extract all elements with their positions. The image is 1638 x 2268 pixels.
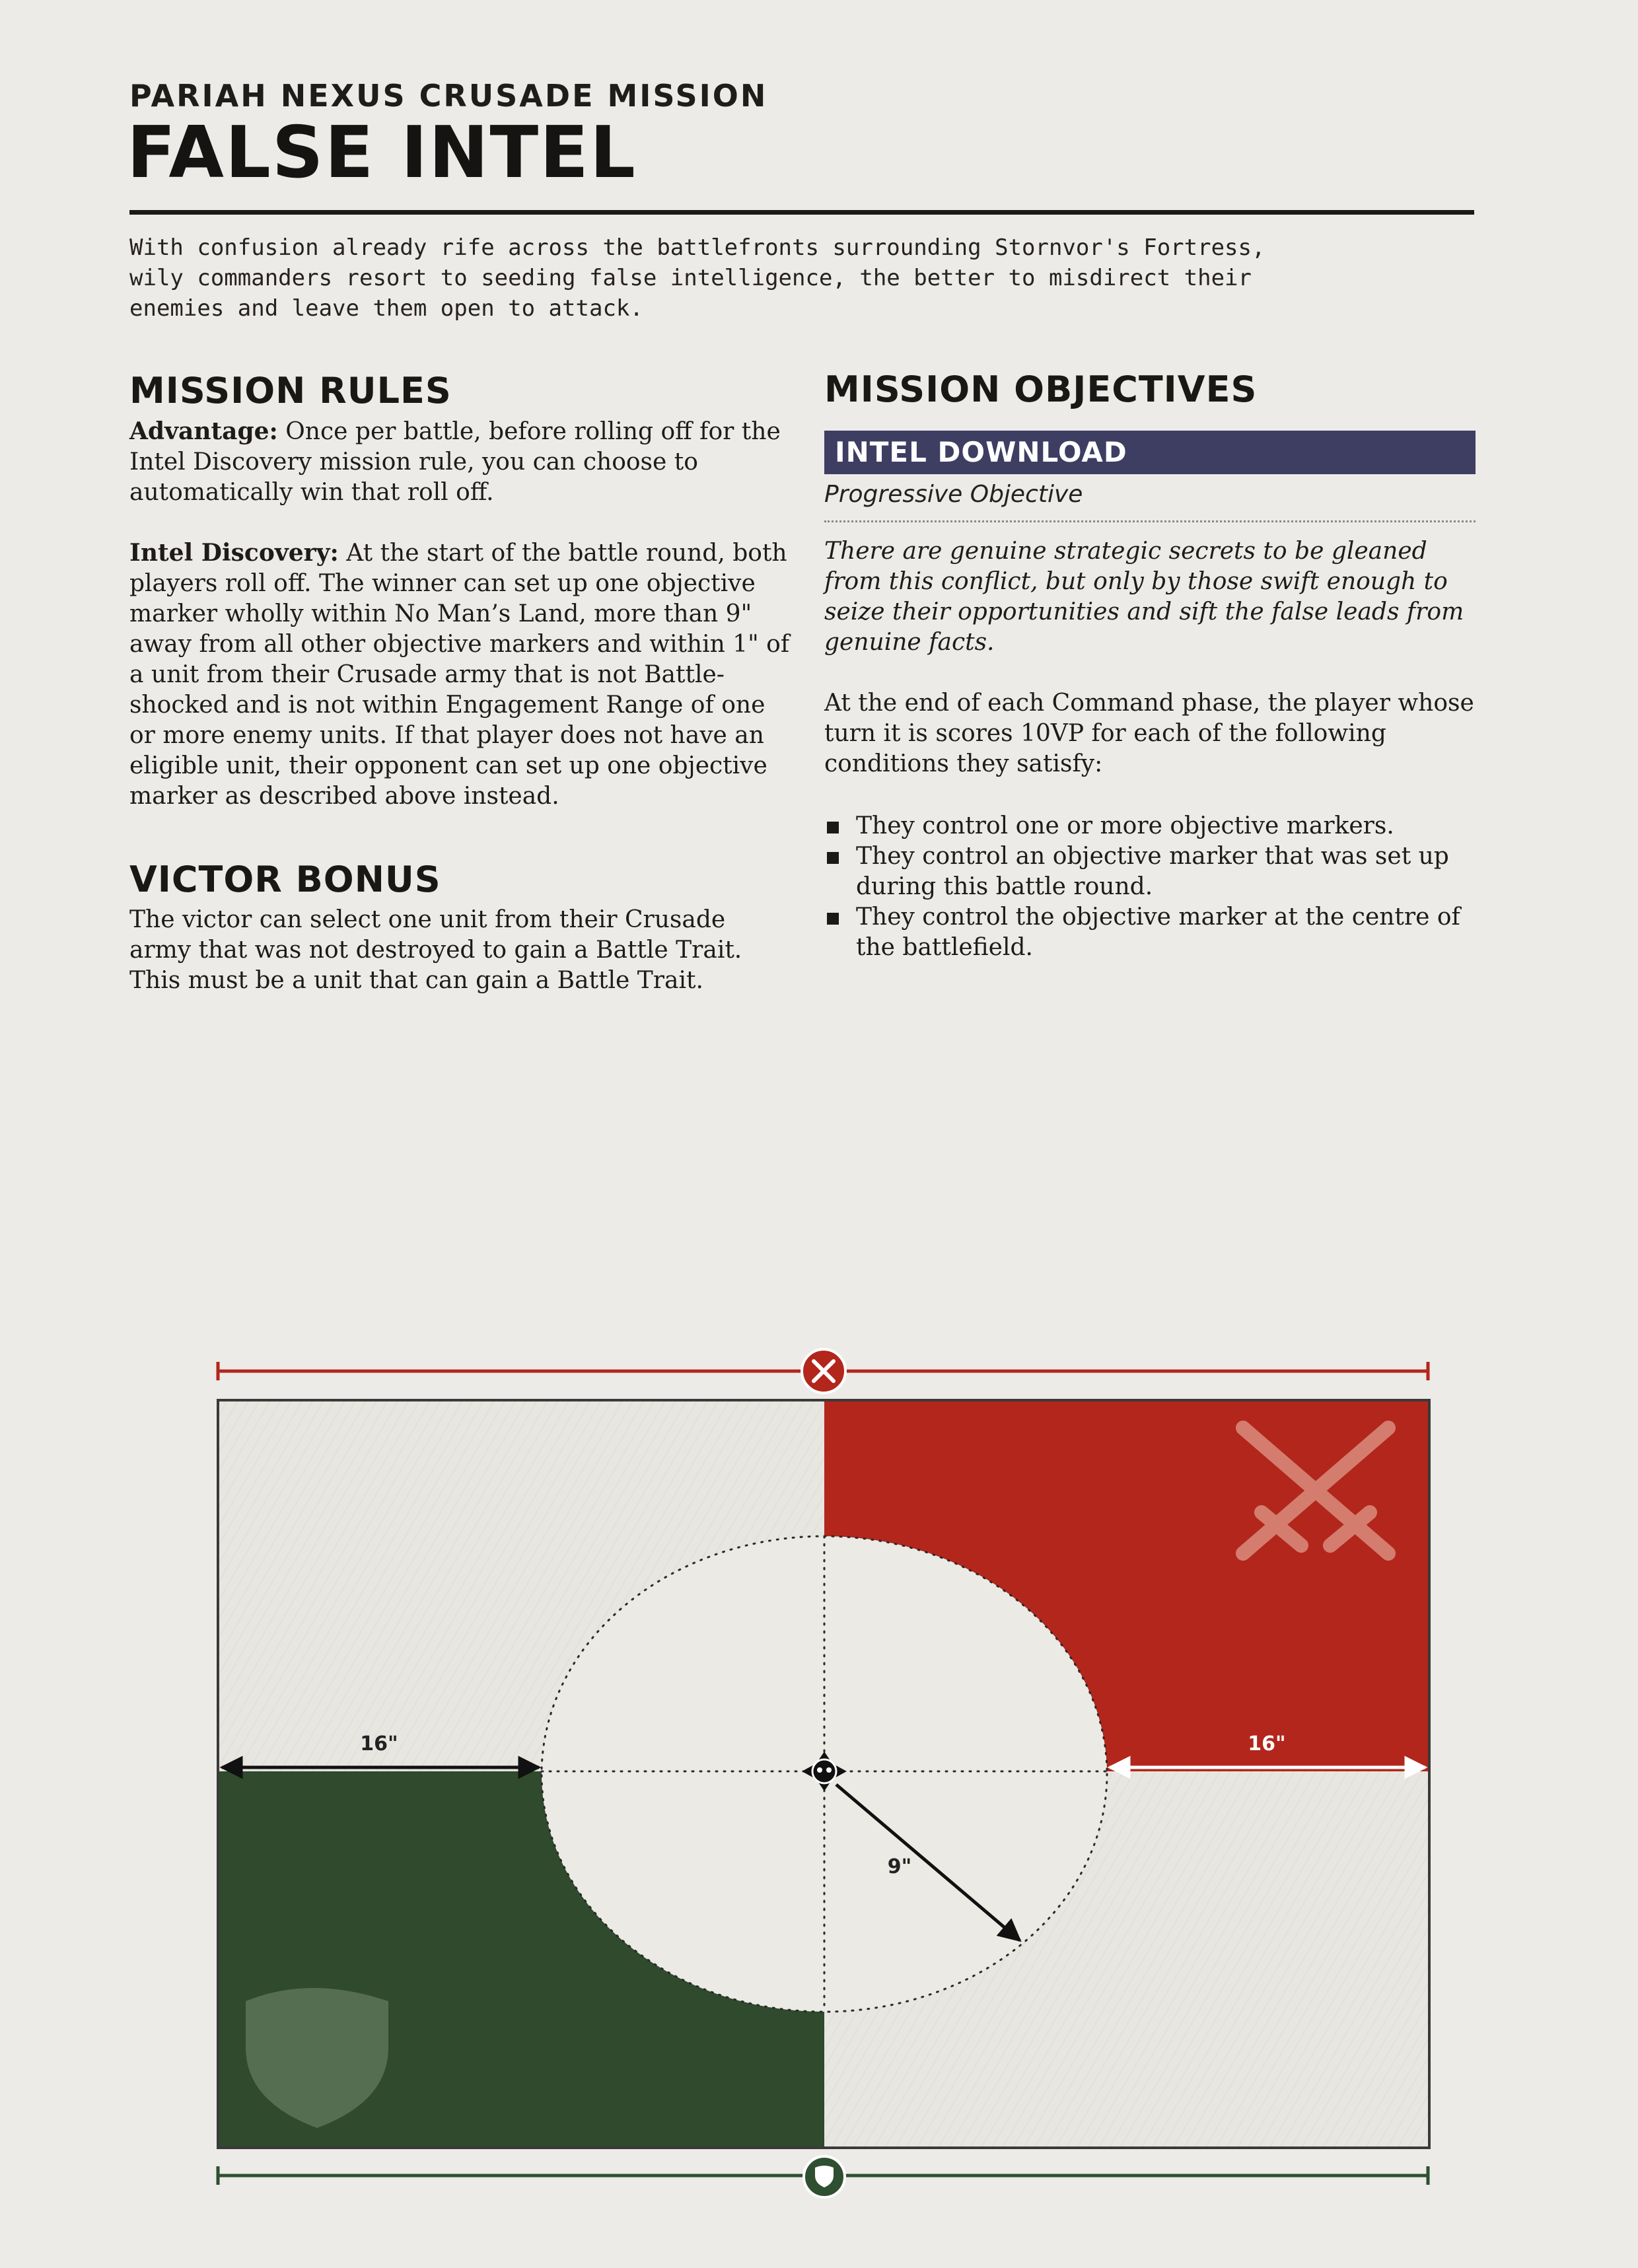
intro-text: With confusion already rife across the battlefronts surrounding Stornvor's Fortress, wily commanders resort to seeding false intelligence, the better to misdirect their enemies and leave them open to attack. [129, 234, 1265, 322]
mission-kicker: PARIAH NEXUS CRUSADE MISSION [129, 78, 768, 114]
mission-rules-heading: MISSION RULES [129, 370, 452, 411]
intel-discovery-label: Intel Discovery: [129, 539, 339, 567]
objective-name-bar: INTEL DOWNLOAD [824, 431, 1476, 474]
radius-measure-label: 9" [887, 1855, 912, 1878]
mission-objectives-heading: MISSION OBJECTIVES [824, 369, 1258, 410]
advantage-label: Advantage: [129, 417, 278, 445]
left-measure-label: 16" [360, 1732, 398, 1755]
objective-flavour: There are genuine strategic secrets to be gleaned from this conflict, but only by those swift enough to seize their opportunities and sift the false leads from genuine facts. [824, 538, 1464, 656]
condition-item: They control one or more objective markers. [824, 811, 1478, 841]
right-measure-label: 16" [1248, 1732, 1286, 1755]
victor-bonus-text: The victor can select one unit from their Crusade army that was not destroyed to gain a Battle Trait. This must be a unit that can gain a Battle Trait. [129, 906, 742, 994]
condition-item: They control an objective marker that was set up during this battle round. [824, 841, 1478, 902]
defender-edge [218, 2156, 1428, 2197]
objective-scoring: At the end of each Command phase, the player whose turn it is scores 10VP for each of the following conditions they satisfy: [824, 690, 1474, 777]
condition-item: They control the objective marker at the centre of the battlefield. [824, 902, 1478, 963]
advantage-text: Once per battle, before rolling off for the Intel Discovery mission rule, you can choose to automatically win that roll off. [129, 418, 781, 506]
mission-title: FALSE INTEL [127, 112, 637, 194]
objective-type: Progressive Objective [824, 481, 1083, 508]
attacker-edge [218, 1349, 1428, 1393]
victor-bonus-heading: VICTOR BONUS [129, 859, 441, 900]
intel-discovery-text: At the start of the battle round, both players roll off. The winner can set up one objective marker wholly within No Man’s Land, more than 9" away from all other objective markers and within 1" of a unit from their Crusade army that is not Battle-shocked and is not within Engagement Range of one or more enemy units. If that player does not have an eligible unit, their opponent can set up one objective marker as described above instead. [129, 540, 790, 810]
